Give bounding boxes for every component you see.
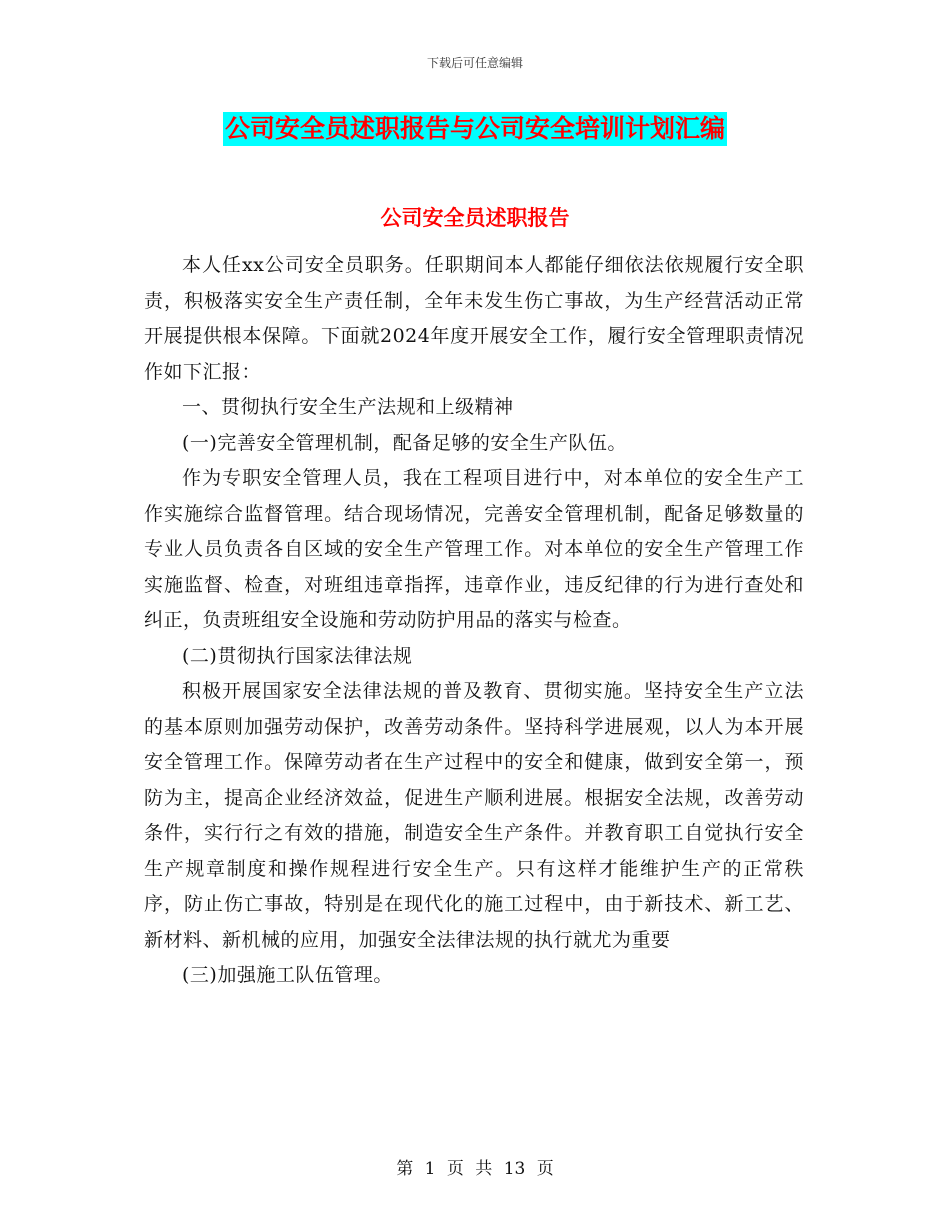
section-title: 公司安全员述职报告 — [380, 206, 570, 230]
subheading-2: (二)贯彻执行国家法律法规 — [182, 644, 413, 667]
document-body — [144, 248, 804, 994]
footer-prefix: 第 — [396, 1159, 414, 1179]
subheading-1: (一)完善安全管理机制，配备足够的安全生产队伍。 — [182, 431, 627, 454]
footer-total-pages: 13 — [503, 1159, 526, 1179]
footer-total-prefix: 共 — [475, 1159, 493, 1179]
paragraph-intro: 本人任xx公司安全员职务。任职期间本人都能仔细依法依规履行安全职责，积极落实安全生产责任制，全年未发生伤亡事故，为生产经营活动正常开展提供根本保障。下面就2024年度开展安全工作，履行安全管理职责情况作如下汇报： — [144, 254, 804, 383]
footer-current-page: 1 — [424, 1159, 436, 1179]
main-title-container — [0, 112, 950, 146]
paragraph-1: 作为专职安全管理人员，我在工程项目进行中，对本单位的安全生产工作实施综合监督管理。结合现场情况，完善安全管理机制，配备足够数量的专业人员负责各自区域的安全生产管理工作。对本单位的安全生产管理工作实施监督、检查，对班组违章指挥，违章作业，违反纪律的行为进行查处和纠正，负责班组安全设施和劳动防护用品的落实与检查。 — [144, 467, 804, 631]
header-note: 下载后可任意编辑 — [426, 56, 523, 70]
footer-total-suffix: 页 — [536, 1159, 554, 1179]
page-footer — [0, 1154, 950, 1179]
subheading-3: (三)加强施工队伍管理。 — [182, 964, 393, 986]
main-title: 公司安全员述职报告与公司安全培训计划汇编 — [223, 112, 727, 146]
footer-page-label: 页 — [446, 1159, 464, 1179]
heading-section-1: 一、贯彻执行安全生产法规和上级精神 — [182, 396, 514, 418]
paragraph-2: 积极开展国家安全法律法规的普及教育、贯彻实施。坚持安全生产立法的基本原则加强劳动保护，改善劳动条件。坚持科学进展观，以人为本开展安全管理工作。保障劳动者在生产过程中的安全和健康，做到安全第一，预防为主，提高企业经济效益，促进生产顺利进展。根据安全法规，改善劳动条件，实行行之有效的措施，制造安全生产条件。并教育职工自觉执行安全生产规章制度和操作规程进行安全生产。只有这样才能维护生产的正常秩序，防止伤亡事故，特别是在现代化的施工过程中，由于新技术、新工艺、新材料、新机械的应用，加强安全法律法规的执行就尤为重要 — [144, 680, 804, 951]
